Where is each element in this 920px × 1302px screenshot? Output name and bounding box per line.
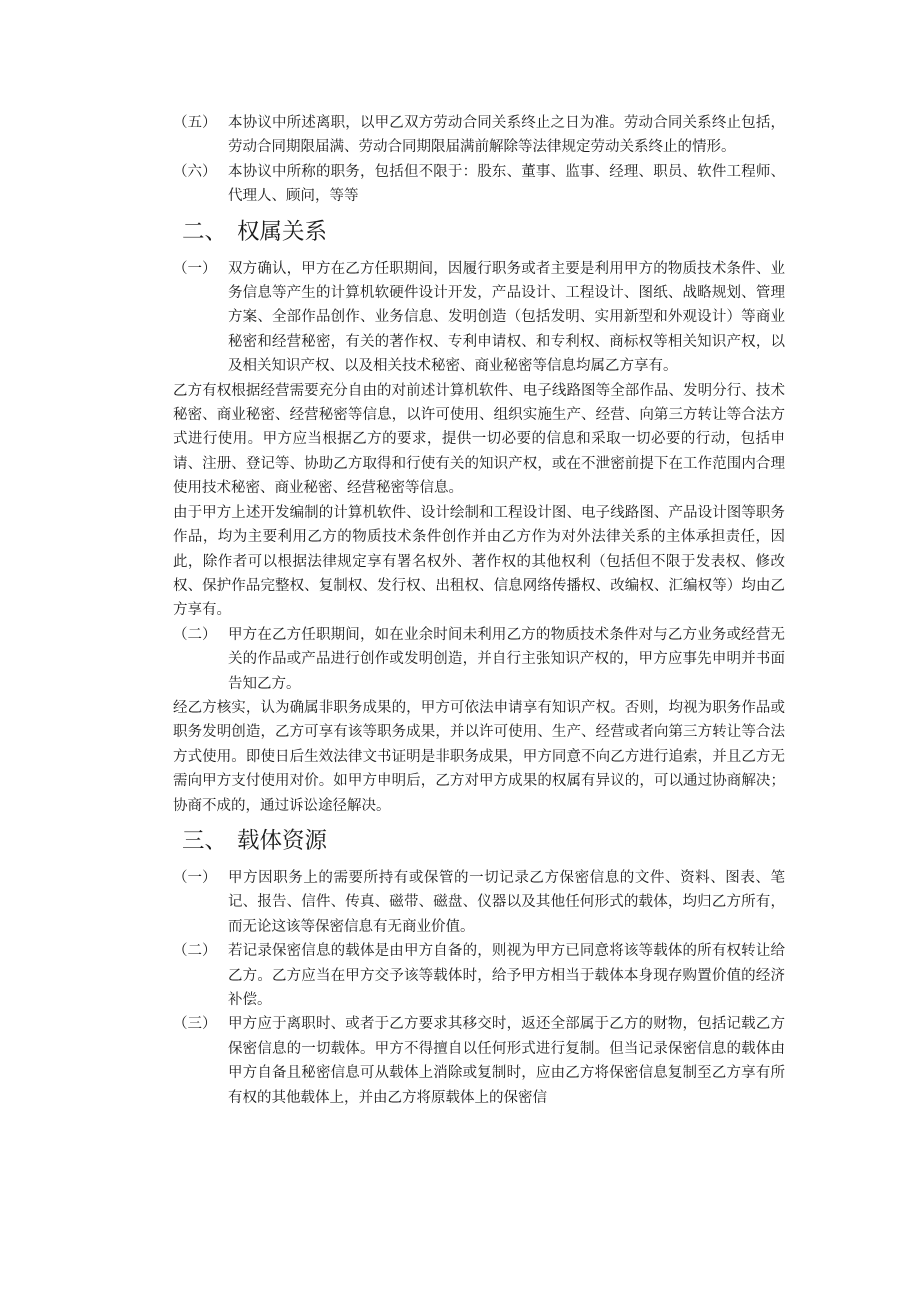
section-heading <box>173 826 785 856</box>
clause-text: 双方确认，甲方在乙方任职期间，因履行职务或者主要是利用甲方的物质技术条件、业务信息等产生的计算机软硬件设计开发，产品设计、工程设计、图纸、战略规划、管理方案、全部作品创作、业务信息、发明创造（包括发明、实用新型和外观设计）等商业秘密和经营秘密，有关的著作权、专利申请权、和专利权、商标权等相关知识产权，以及相关知识产权、以及相关技术秘密、商业秘密等信息均属乙方享有。 <box>228 260 785 375</box>
body-paragraph: 乙方有权根据经营需要充分自由的对前述计算机软件、电子线路图等全部作品、发明分行、技术秘密、商业秘密、经营秘密等信息，以许可使用、组织实施生产、经营、向第三方转让等合法方式进行使用。甲方应当根据乙方的要求，提供一切必要的信息和采取一切必要的行动，包括申请、注册、登记等、协助乙方取得和行使有关的知识产权，或在不泄密前提下在工作范围内合理使用技术秘密、商业秘密、经营秘密等信息。 <box>173 382 785 497</box>
section-heading <box>173 217 785 247</box>
clause-text: 若记录保密信息的载体是由甲方自备的，则视为甲方已同意将该等载体的所有权转让给乙方。乙方应当在甲方交予该等载体时，给予甲方相当于载体本身现存购置价值的经济补偿。 <box>228 943 785 1008</box>
document-body <box>173 111 785 1110</box>
clause-text: 甲方应于离职时、或者于乙方要求其移交时，返还全部属于乙方的财物，包括记载乙方保密信息的一切载体。甲方不得擅自以任何形式进行复制。但当记录保密信息的载体由甲方自备且秘密信息可从载体上消除或复制时，应由乙方将保密信息复制至乙方享有所有权的其他载体上，并由乙方将原载体上的保密信 <box>228 1016 785 1106</box>
section-title: 载体资源 <box>237 827 328 854</box>
numbered-clause <box>173 111 785 160</box>
clause-text: 本协议中所称的职务，包括但不限于：股东、董事、监事、经理、职员、软件工程师、代理人、顾问，等等 <box>228 163 785 205</box>
section-number: 二、 <box>182 218 228 245</box>
numbered-clause <box>173 257 785 379</box>
numbered-clause <box>173 866 785 939</box>
clause-number: （一） <box>173 260 217 277</box>
clause-number: （一） <box>173 869 217 886</box>
numbered-clause <box>173 1012 785 1110</box>
clause-text: 甲方在乙方任职期间，如在业余时间未利用乙方的物质技术条件对与乙方业务或经营无关的作品或产品进行创作或发明创造，并自行主张知识产权的，甲方应事先申明并书面告知乙方。 <box>228 626 785 692</box>
body-paragraph: 由于甲方上述开发编制的计算机软件、设计绘制和工程设计图、电子线路图、产品设计图等职务作品，均为主要利用乙方的物质技术条件创作并由乙方作为对外法律关系的主体承担责任，因此，除作者可以根据法律规定享有署名权外、著作权的其他权利（包括但不限于发表权、修改权、保护作品完整权、复制权、发行权、出租权、信息网络传播权、改编权、汇编权等）均由乙方享有。 <box>173 504 785 619</box>
clause-number: （三） <box>173 1016 217 1033</box>
section-number: 三、 <box>182 827 228 854</box>
clause-number: （二） <box>173 626 217 643</box>
numbered-clause <box>173 160 785 209</box>
clause-number: （二） <box>173 943 217 960</box>
clause-number: （五） <box>173 115 217 131</box>
clause-text: 甲方因职务上的需要所持有或保管的一切记录乙方保密信息的文件、资料、图表、笔记、报告、信件、传真、磁带、磁盘、仪器以及其他任何形式的载体，均归乙方所有，而无论这该等保密信息有无商业价值。 <box>228 869 785 935</box>
clause-text: 本协议中所述离职，以甲乙双方劳动合同关系终止之日为准。劳动合同关系终止包括，劳动合同期限届满、劳动合同期限届满前解除等法律规定劳动关系终止的情形。 <box>228 115 785 156</box>
body-paragraph: 经乙方核实，认为确属非职务成果的，甲方可依法申请享有知识产权。否则，均视为职务作品或职务发明创造，乙方可享有该等职务成果，并以许可使用、生产、经营或者向第三方转让等合法方式使用。即使日后生效法律文书证明是非职务成果，甲方同意不向乙方进行追索，并且乙方无需向甲方支付使用对价。如甲方申明后，乙方对甲方成果的权属有异议的，可以通过协商解决；协商不成的，通过诉讼途径解决。 <box>173 699 785 814</box>
clause-number: （六） <box>173 163 217 180</box>
numbered-clause <box>173 939 785 1012</box>
section-title: 权属关系 <box>237 218 328 245</box>
numbered-clause <box>173 623 785 696</box>
